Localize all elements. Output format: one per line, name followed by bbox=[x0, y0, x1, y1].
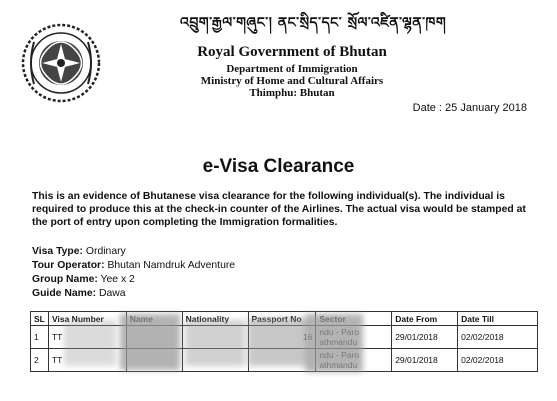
bhutan-emblem-icon bbox=[20, 22, 102, 104]
group-name-label: Group Name: bbox=[32, 274, 98, 285]
redaction-blur bbox=[64, 320, 116, 366]
guide-name-value: Dawa bbox=[98, 288, 126, 299]
page-title: e-Visa Clearance bbox=[202, 156, 355, 177]
col-header-date-till: Date Till bbox=[458, 312, 538, 326]
col-header-visa-number: Visa Number bbox=[48, 312, 126, 326]
cell-date-from: 29/01/2018 bbox=[392, 326, 458, 349]
cell-date-till: 02/02/2018 bbox=[458, 349, 538, 372]
cell-sl: 2 bbox=[31, 349, 49, 372]
ministry-name: Ministry of Home and Cultural Affairs bbox=[200, 75, 384, 87]
government-name: Royal Government of Bhutan bbox=[197, 44, 387, 60]
issue-date: Date : 25 January 2018 bbox=[412, 102, 527, 114]
tour-operator-field bbox=[32, 260, 235, 271]
redaction-blur bbox=[248, 318, 308, 366]
cell-visa-number: TT bbox=[48, 349, 126, 372]
redaction-blur bbox=[305, 314, 363, 372]
visa-type-field bbox=[32, 246, 126, 257]
guide-name-label: Guide Name: bbox=[32, 288, 97, 299]
tibetan-header: འབྲུག་རྒྱལ་གཞུང་། ནང་སྲིད་དང་ སྲོལ་འཛིན་ལྷན་ཁག bbox=[180, 15, 447, 31]
col-header-date-from: Date From bbox=[392, 312, 458, 326]
group-name-field bbox=[32, 274, 135, 285]
visa-type-value: Ordinary bbox=[85, 246, 126, 257]
location: Thimphu: Bhutan bbox=[249, 87, 335, 99]
tour-operator-value: Bhutan Namdruk Adventure bbox=[107, 260, 236, 271]
clearance-statement: This is an evidence of Bhutanese visa clearance for the following individual(s). The individual is required to produce this at the check-in counter of the Airlines. The actual visa would be stamped at the port of entry upon completing the Immigration formalities. bbox=[32, 191, 526, 228]
col-header-sl: SL bbox=[31, 312, 49, 326]
group-name-value: Yee x 2 bbox=[100, 274, 135, 285]
cell-visa-number: TT bbox=[48, 326, 126, 349]
cell-sl: 1 bbox=[31, 326, 49, 349]
redaction-blur bbox=[120, 314, 180, 370]
cell-date-till: 02/02/2018 bbox=[458, 326, 538, 349]
visa-type-label: Visa Type: bbox=[32, 246, 84, 257]
department-name: Department of Immigration bbox=[226, 63, 358, 75]
tour-operator-label: Tour Operator: bbox=[32, 260, 105, 271]
col-header-nationality: Nationality bbox=[182, 312, 248, 326]
guide-name-field bbox=[32, 288, 126, 299]
cell-date-from: 29/01/2018 bbox=[392, 349, 458, 372]
redaction-blur bbox=[185, 320, 245, 366]
